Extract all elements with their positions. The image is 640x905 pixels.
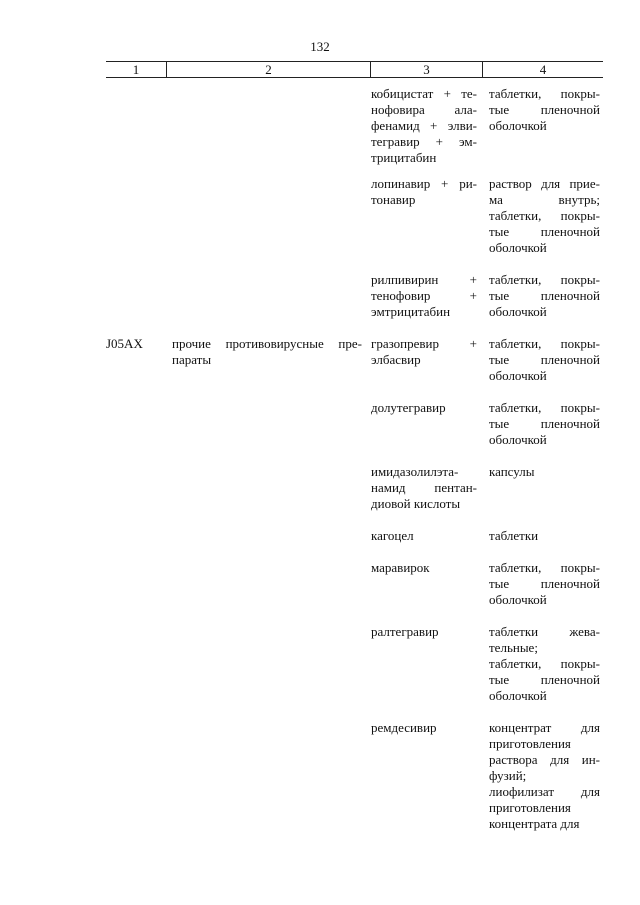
page-number: 132 (310, 39, 330, 54)
dosage-form (489, 86, 600, 134)
drug-name-line: тонавир (371, 192, 416, 207)
drug-name-line: ралтегравир (371, 624, 439, 639)
dosage-form (489, 624, 600, 704)
atc-code: J05AX (106, 336, 143, 351)
drug-name-line: имидазолилэта- (371, 464, 459, 479)
dosage-form (489, 176, 600, 256)
drug-name-line: намид пентан- (371, 480, 477, 495)
drug-name-line: фенамид + элви- (371, 118, 477, 133)
drug-name-line: маравирок (371, 560, 430, 575)
drug-name-line: тегравир + эм- (371, 134, 477, 149)
dosage-form-line: оболочкой (489, 592, 547, 607)
table-header (106, 61, 603, 78)
dosage-form-line: оболочкой (489, 118, 547, 133)
drug-name-line: тенофовир + (371, 288, 477, 303)
dosage-form-line: ма внутрь; (489, 192, 600, 207)
drug-name-line: кагоцел (371, 528, 414, 543)
drug-name (371, 400, 477, 416)
dosage-form-line: капсулы (489, 464, 535, 479)
drug-name-line: рилпивирин + (371, 272, 477, 287)
group-name-line: параты (172, 352, 212, 367)
dosage-form-line: тельные; (489, 640, 538, 655)
dosage-form-line: оболочкой (489, 432, 547, 447)
header-col-2: 2 (265, 62, 272, 77)
dosage-form-line: таблетки, покры- (489, 272, 600, 287)
dosage-form-line: концентрат для (489, 720, 600, 735)
drug-name (371, 720, 477, 736)
dosage-form-line: тые пленочной (489, 102, 600, 117)
dosage-form-line: таблетки жева- (489, 624, 600, 639)
dosage-form-line: лиофилизат для (489, 784, 600, 799)
group-name (172, 336, 362, 368)
drug-name (371, 464, 477, 512)
drug-name-line: трицитабин (371, 150, 437, 165)
drug-name-line: долутегравир (371, 400, 446, 415)
dosage-form-line: таблетки, покры- (489, 86, 600, 101)
dosage-form-line: приготовления (489, 736, 571, 751)
drug-name-line: гразопревир + (371, 336, 477, 351)
dosage-form (489, 560, 600, 608)
dosage-form-line: тые пленочной (489, 416, 600, 431)
drug-name (371, 86, 477, 166)
drug-name-line: кобицистат + те- (371, 86, 477, 101)
drug-name (371, 272, 477, 320)
dosage-form-line: таблетки, покры- (489, 208, 600, 223)
dosage-form-line: тые пленочной (489, 576, 600, 591)
drug-name (371, 560, 477, 576)
dosage-form-line: таблетки, покры- (489, 656, 600, 671)
dosage-form-line: оболочкой (489, 304, 547, 319)
drug-name (371, 176, 477, 208)
dosage-form-line: таблетки, покры- (489, 400, 600, 415)
dosage-form-line: тые пленочной (489, 672, 600, 687)
dosage-form (489, 464, 600, 480)
dosage-form-line: тые пленочной (489, 352, 600, 367)
drug-name (371, 336, 477, 368)
dosage-form (489, 720, 600, 832)
dosage-form-line: оболочкой (489, 240, 547, 255)
header-col-3: 3 (423, 62, 430, 77)
dosage-form (489, 528, 600, 544)
dosage-form (489, 272, 600, 320)
dosage-form-line: таблетки (489, 528, 539, 543)
drug-name-line: диовой кислоты (371, 496, 461, 511)
dosage-form-line: концентрата для (489, 816, 580, 831)
drug-name-line: ремдесивир (371, 720, 437, 735)
drug-name (371, 624, 477, 640)
dosage-form-line: фузий; (489, 768, 527, 783)
dosage-form-line: оболочкой (489, 368, 547, 383)
drug-name-line: элбасвир (371, 352, 421, 367)
dosage-form (489, 336, 600, 384)
header-col-4: 4 (539, 62, 547, 77)
drug-name-line: лопинавир + ри- (371, 176, 477, 191)
dosage-form-line: таблетки, покры- (489, 560, 600, 575)
dosage-form (489, 400, 600, 448)
dosage-form-line: приготовления (489, 800, 571, 815)
drug-name-line: нофовира ала- (371, 102, 477, 117)
dosage-form-line: тые пленочной (489, 288, 600, 303)
dosage-form-line: оболочкой (489, 688, 547, 703)
header-col-1: 1 (132, 62, 140, 77)
dosage-form-line: таблетки, покры- (489, 336, 600, 351)
dosage-form-line: тые пленочной (489, 224, 600, 239)
drug-name-line: эмтрицитабин (371, 304, 451, 319)
drug-name (371, 528, 477, 544)
dosage-form-line: раствора для ин- (489, 752, 600, 767)
dosage-form-line: раствор для прие- (489, 176, 600, 191)
group-name-line: прочие противовирусные пре- (172, 336, 362, 351)
